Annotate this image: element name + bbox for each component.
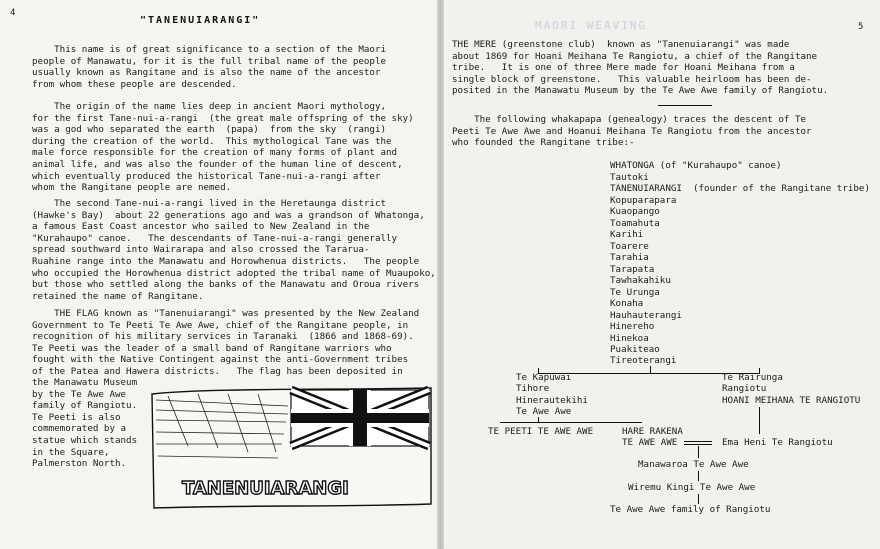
marriage-sign xyxy=(684,444,712,445)
tree-connector xyxy=(698,494,699,504)
genealogy-item: WHATONGA (of "Kurahaupo" canoe) xyxy=(610,160,782,171)
genealogy-item: Tarahia xyxy=(610,252,649,263)
hare-rakena-te-awe-awe: TE AWE AWE xyxy=(622,437,678,448)
genealogy-item: Tautoki xyxy=(610,172,649,183)
marriage-sign xyxy=(684,441,712,442)
genealogy-item: Puakiteao xyxy=(610,344,660,355)
genealogy-item: Te Urunga xyxy=(610,287,660,298)
page-number-left: 4 xyxy=(10,8,16,18)
tree-connector xyxy=(698,471,699,481)
genealogy-item: Tarapata xyxy=(610,264,655,275)
manawaroa-te-awe-awe: Manawaroa Te Awe Awe xyxy=(638,459,749,470)
paragraph-flag: THE FLAG known as "Tanenuiarangi" was presented by the New Zealand Government to Te Peeti Te Awe Awe, chief of the Rangitane people, in recognition of his military services in Taranaki (1866 and 1868-69). Te Peeti was the leader of a small band of Rangitane warriors who fought with the Native Contingent against the anti-Government tribes of the Patea and Hawera districts. The flag has been deposited in xyxy=(32,308,420,377)
left-branch-item: Hinerautekihi xyxy=(516,395,588,406)
left-branch-item: Tihore xyxy=(516,383,550,394)
genealogy-item: Toamahuta xyxy=(610,218,660,229)
union-jack-canton xyxy=(291,390,429,446)
right-branch-item: Te Rairunga xyxy=(722,372,783,383)
paragraph-mere: THE MERE (greenstone club) known as "Tanenuiarangi" was made about 1869 for Hoani Meihana Te Rangiotu, a chief of the Rangitane tribe. It is one of three Mere made for Hoani Meihana from a single block of greenstone. This valuable heirloom has been de- posited in the Manawatu Museum by the Te Awe Awe family of Rangiotu. xyxy=(452,39,829,97)
flag-illustration xyxy=(148,386,433,510)
ema-heni-te-rangiotu: Ema Heni Te Rangiotu xyxy=(722,437,833,448)
right-page xyxy=(440,0,880,549)
flag-text: TANENUIARANGI xyxy=(182,478,349,499)
genealogy-item: Tireoterangi xyxy=(610,355,677,366)
show-through-heading: MAORI WEAVING xyxy=(535,19,648,32)
wiremu-kingi-te-awe-awe: Wiremu Kingi Te Awe Awe xyxy=(628,482,756,493)
tree-connector xyxy=(500,422,642,423)
tree-connector xyxy=(650,366,651,373)
book-gutter xyxy=(437,0,444,549)
genealogy-item: Kopuparapara xyxy=(610,195,677,206)
paragraph-second-tane: The second Tane-nui-a-rangi lived in the Heretaunga district (Hawke's Bay) about 22 generations ago and was a grandson of Whatonga, a famous East Coast ancestor who sailed to New Zealand in the "Kurahaupo" canoe. The descendants of Tane-nui-a-rangi generally spread southward into Wairarapa and also crossed the Tararua- Ruahine range into the Manawatu and Horowhenua districts. The people who occupied the Horowhenua district adopted the tribal name of Muaupoko, but those who settled along the banks of the Manawatu and Oroua rivers retained the name of Rangitane. xyxy=(32,198,436,302)
left-branch-item: Te Kapuwai xyxy=(516,372,572,383)
page-title: "TANENUIARANGI" xyxy=(140,15,261,26)
flag-caption: the Manawatu Museum by the Te Awe Awe family of Rangiotu. Te Peeti is also commemorated by a statue which stands in the Square, Palmerston North. xyxy=(32,377,138,470)
genealogy-item: Kuaopango xyxy=(610,206,660,217)
left-branch-item: Te Awe Awe xyxy=(516,406,572,417)
page-number-right: 5 xyxy=(858,22,864,32)
genealogy-item: Konaha xyxy=(610,298,644,309)
paragraph-origin: The origin of the name lies deep in ancient Maori mythology, for the first Tane-nui-a-rangi (the great male offspring of the sky) was a god who separated the earth (papa) from the sky (rangi) during the creation of the world. This mythological Tane was the male force responsible for the creation of many forms of plant and animal life, and was also the founder of the human line of descent, which eventually produced the historical Tane-nui-a-rangi after whom the Rangitane people are nemed. xyxy=(32,101,414,194)
genealogy-item: Karihi xyxy=(610,229,644,240)
te-peeti-te-awe-awe: TE PEETI TE AWE AWE xyxy=(488,426,594,437)
genealogy-item: TANENUIARANGI (founder of the Rangitane tribe) xyxy=(610,183,870,194)
genealogy-item: Hinereho xyxy=(610,321,655,332)
paragraph-intro: This name is of great significance to a section of the Maori people of Manawatu, for it is the full tribal name of the people usually known as Rangitane and is also the name of the ancestor from whom these people are descended. xyxy=(32,44,387,90)
hare-rakena: HARE RAKENA xyxy=(622,426,683,437)
right-branch-item: Rangiotu xyxy=(722,383,767,394)
separator-rule xyxy=(658,105,712,106)
te-awe-awe-family: Te Awe Awe family of Rangiotu xyxy=(610,504,771,515)
right-branch-item: HOANI MEIHANA TE RANGIOTU xyxy=(722,395,861,406)
paragraph-whakapapa: The following whakapapa (genealogy) traces the descent of Te Peeti Te Awe Awe and Hoanui Meihana Te Rangiotu from the ancestor who founded the Rangitane tribe:- xyxy=(452,114,812,149)
genealogy-item: Toarere xyxy=(610,241,649,252)
genealogy-item: Hinekoa xyxy=(610,333,649,344)
genealogy-item: Hauhauterangi xyxy=(610,310,682,321)
tree-connector xyxy=(759,407,760,434)
genealogy-item: Tawhakahiku xyxy=(610,275,671,286)
tree-connector xyxy=(698,446,699,458)
